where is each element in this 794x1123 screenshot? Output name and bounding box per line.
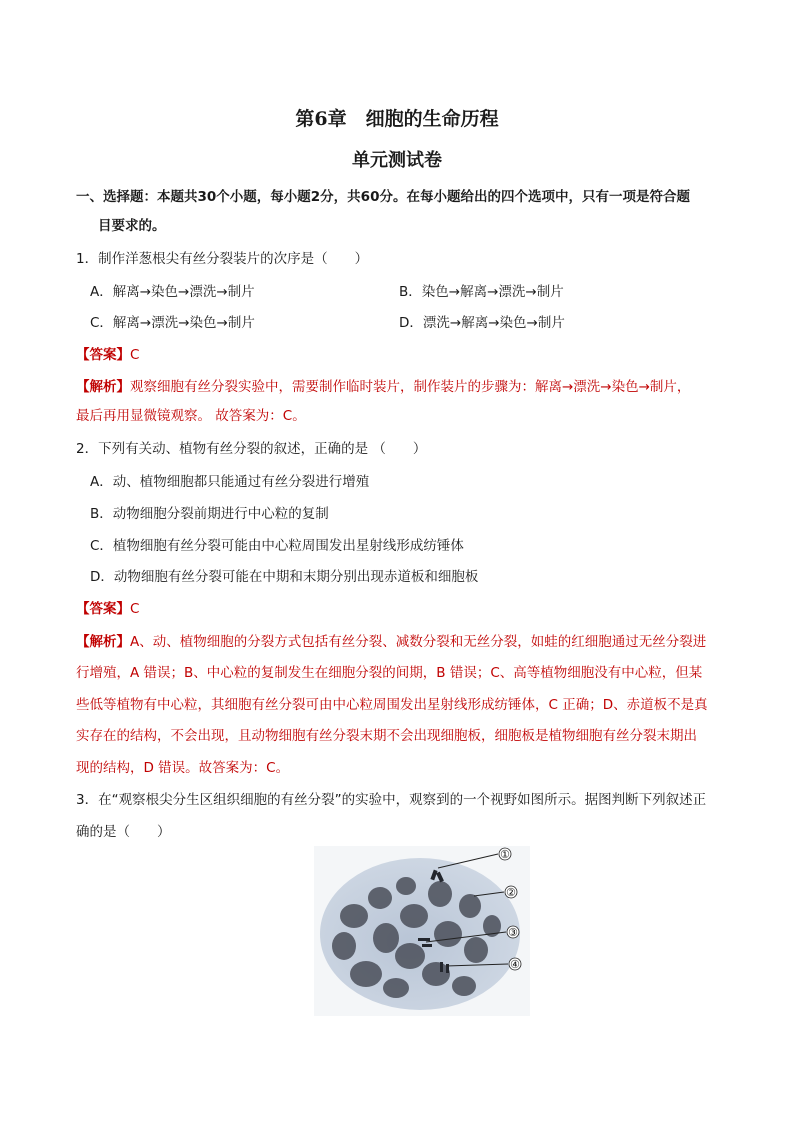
analysis-label: 【解析】: [76, 379, 130, 395]
answer-label: 【答案】: [76, 601, 130, 617]
q1-analysis-line1: [76, 378, 690, 396]
q3-stem-line2: 确的是（ ）: [76, 824, 171, 840]
q1-option-b: B．染色→解离→漂洗→制片: [399, 284, 564, 300]
chapter-title: 第6章 细胞的生命历程: [295, 108, 499, 130]
q2-answer-value: C: [130, 601, 140, 617]
answer-label: 【答案】: [76, 347, 130, 363]
q2-analysis-line3: 些低等植物有中心粒，其细胞有丝分裂可由中心粒周围发出星射线形成纺锤体，C 正确；D、赤道板不是真: [76, 697, 708, 713]
q1-answer: [76, 346, 139, 364]
figure-label-3: ③: [508, 926, 518, 939]
test-subtitle: 单元测试卷: [352, 150, 442, 171]
q1-stem: 1．制作洋葱根尖有丝分裂装片的次序是（ ）: [76, 251, 369, 267]
q3-stem-line1: 3．在“观察根尖分生区组织细胞的有丝分裂”的实验中，观察到的一个视野如图所示。据图判断下列叙述正: [76, 792, 707, 808]
q2-stem: 2．下列有关动、植物有丝分裂的叙述，正确的是 （ ）: [76, 441, 427, 457]
figure-label-4: ④: [510, 958, 520, 971]
figure-label-2: ②: [506, 886, 516, 899]
q1-analysis-text1: 观察细胞有丝分裂实验中，需要制作临时装片，制作装片的步骤为：解离→漂洗→染色→制片，: [130, 379, 691, 395]
q2-answer: [76, 600, 139, 618]
q2-analysis-line1: [76, 633, 706, 651]
q2-option-d: D．动物细胞有丝分裂可能在中期和末期分别出现赤道板和细胞板: [90, 569, 479, 585]
q2-analysis-line4: 实存在的结构，不会出现，且动物细胞有丝分裂末期不会出现细胞板，细胞板是植物细胞有丝分裂末期出: [76, 728, 697, 744]
q2-option-c: C．植物细胞有丝分裂可能由中心粒周围发出星射线形成纺锤体: [90, 538, 464, 554]
q1-option-d: D．漂洗→解离→染色→制片: [399, 315, 565, 331]
q2-analysis-line5: 现的结构，D 错误。故答案为：C。: [76, 760, 290, 776]
q2-option-b: B．动物细胞分裂前期进行中心粒的复制: [90, 506, 329, 522]
figure-label-1: ①: [500, 848, 510, 861]
q1-option-a: A．解离→染色→漂洗→制片: [90, 284, 255, 300]
q1-answer-value: C: [130, 347, 140, 363]
micrograph-figure: [314, 846, 530, 1016]
analysis-label: 【解析】: [76, 634, 130, 650]
section-instruction-line1: 一、选择题：本题共30个小题，每小题2分，共60分。在每小题给出的四个选项中，只有一项是符合题: [76, 189, 690, 205]
q1-option-c: C．解离→漂洗→染色→制片: [90, 315, 255, 331]
q1-analysis-line2: 最后再用显微镜观察。 故答案为：C。: [76, 408, 306, 424]
q2-analysis-text1: A、动、植物细胞的分裂方式包括有丝分裂、减数分裂和无丝分裂，如蛙的红细胞通过无丝分裂进: [130, 634, 707, 650]
q2-analysis-line2: 行增殖，A 错误；B、中心粒的复制发生在细胞分裂的间期，B 错误；C、高等植物细胞没有中心粒，但某: [76, 665, 703, 681]
q2-option-a: A．动、植物细胞都只能通过有丝分裂进行增殖: [90, 474, 370, 490]
section-instruction-line2: 目要求的。: [98, 218, 166, 234]
